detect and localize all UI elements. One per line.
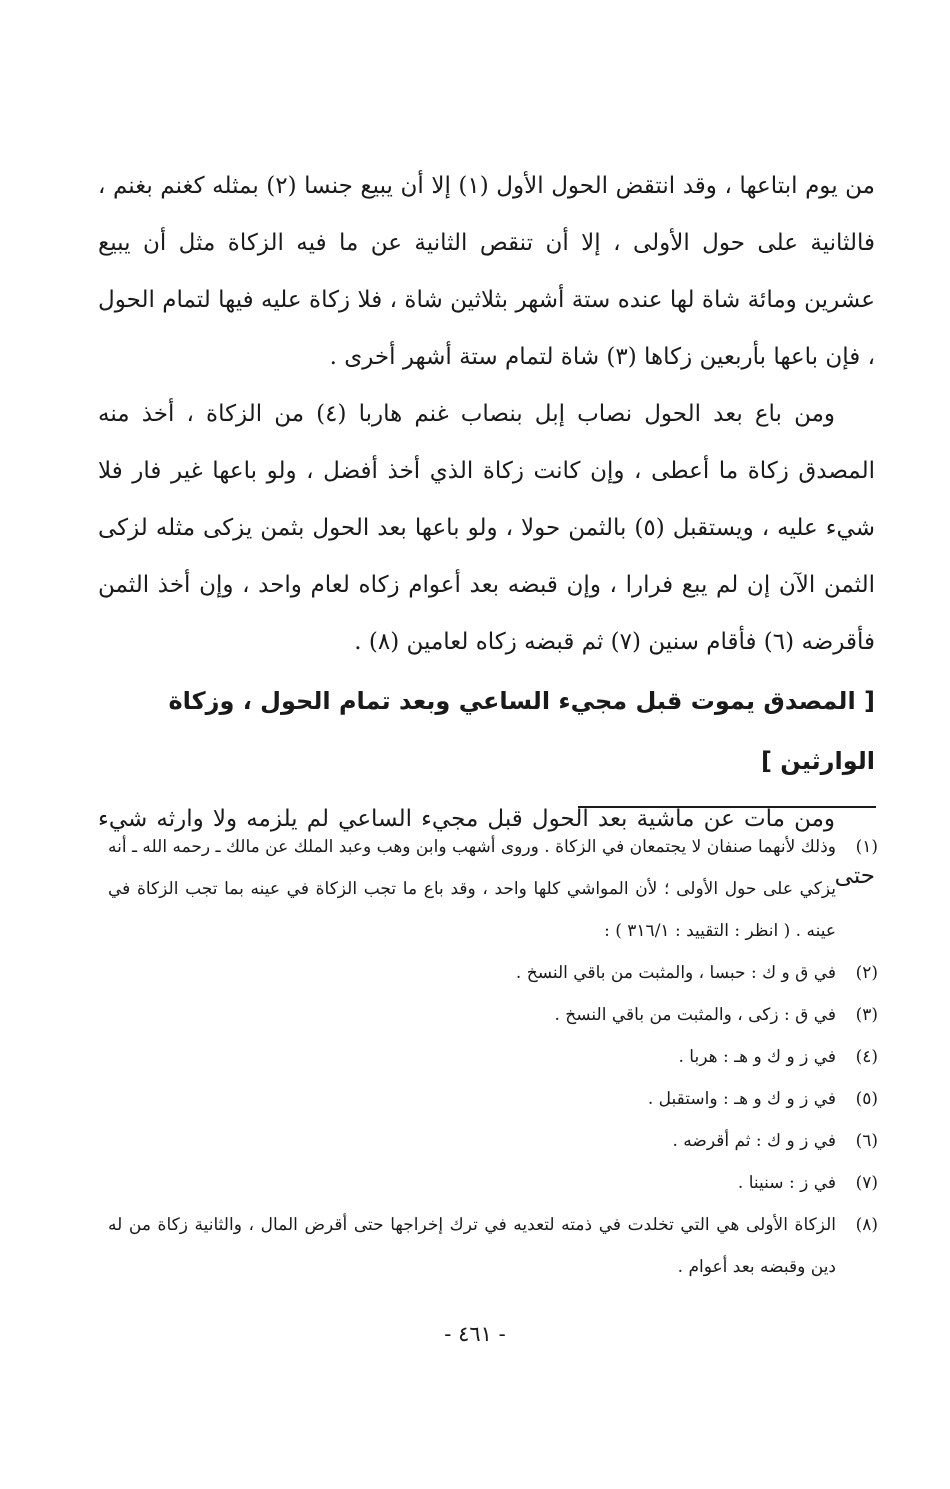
footnote-number: (٨)	[855, 1215, 878, 1235]
footnote-number: (١)	[855, 837, 878, 857]
footnote-8	[108, 1204, 878, 1288]
footnote-2	[108, 952, 878, 994]
footnote-number: (٥)	[855, 1089, 878, 1109]
footnote-text: في ق و ك : حبسا ، والمثبت من باقي النسخ .	[515, 963, 836, 983]
paragraph-3: ومن مات عن ماشية بعد الحول قبل مجيء الساعي لم يلزمه ولا وارثه شيء حتى	[98, 806, 875, 889]
footnote-7	[108, 1162, 878, 1204]
footnote-separator	[578, 806, 876, 808]
footnote-number: (٢)	[855, 963, 878, 983]
footnote-text: في ز و ك و هـ : واستقبل .	[647, 1089, 836, 1109]
footnote-number: (٧)	[855, 1173, 878, 1193]
footnote-4	[108, 1036, 878, 1078]
footnote-6	[108, 1120, 878, 1162]
main-text-block	[98, 158, 875, 905]
paragraph-1: من يوم ابتاعها ، وقد انتقض الحول الأول (١) إلا أن يبيع جنسا (٢) بمثله كغنم بغنم ، فالثانية على حول الأولى ، إلا أن تنقص الثانية عن ما فيه الزكاة مثل أن يبيع عشرين ومائة شاة لها عنده ستة أشهر بثلاثين شاة ، فلا زكاة عليه فيها لتمام الحول ، فإن باعها بأربعين زكاها (٣) شاة لتمام ستة أشهر أخرى .	[98, 173, 876, 370]
footnote-1	[108, 826, 878, 952]
footnote-3	[108, 994, 878, 1036]
page-number: - ٤٦١ -	[444, 1322, 506, 1346]
footnote-number: (٦)	[855, 1131, 878, 1151]
footnote-number: (٤)	[855, 1047, 878, 1067]
paragraph-2: ومن باع بعد الحول نصاب إبل بنصاب غنم هاربا (٤) من الزكاة ، أخذ منه المصدق زكاة ما أعطى ، وإن كانت زكاة الذي أخذ أفضل ، ولو باعها غير فار فلا شيء عليه ، ويستقبل (٥) بالثمن حولا ، ولو باعها بعد الحول بثمن يزكى مثله لزكى الثمن الآن إن لم يبع فرارا ، وإن قبضه بعد أعوام زكاه لعام واحد ، وإن أخذ الثمن فأقرضه (٦) فأقام سنين (٧) ثم قبضه زكاه لعامين (٨) .	[98, 401, 876, 655]
footnotes-section	[108, 826, 878, 1288]
footnote-text: في ز و ك و هـ : هربا .	[678, 1047, 836, 1067]
footnote-number: (٣)	[855, 1005, 878, 1025]
footnote-text: في ز : سنينا .	[737, 1173, 836, 1193]
section-heading: [ المصدق يموت قبل مجيء الساعي وبعد تمام الحول ، وزكاة الوارثين ]	[168, 687, 875, 775]
footnote-text: في ز و ك : ثم أقرضه .	[672, 1131, 836, 1151]
footnote-text: وذلك لأنهما صنفان لا يجتمعان في الزكاة . وروى أشهب وابن وهب وعبد الملك عن مالك ـ رحمه الله ـ أنه يزكي على حول الأولى ؛ لأن المواشي كلها واحد ، وقد باع ما تجب الزكاة في عينه بما تجب الزكاة في عينه . ( انظر : التقييد : ٣١٦/١ ) :	[108, 837, 836, 941]
footnote-text: في ق : زكى ، والمثبت من باقي النسخ .	[554, 1005, 836, 1025]
footnote-5	[108, 1078, 878, 1120]
footnote-text: الزكاة الأولى هي التي تخلدت في ذمته لتعديه في ترك إخراجها حتى أقرض المال ، والثانية زكاة من له دين وقبضه بعد أعوام .	[108, 1215, 836, 1277]
